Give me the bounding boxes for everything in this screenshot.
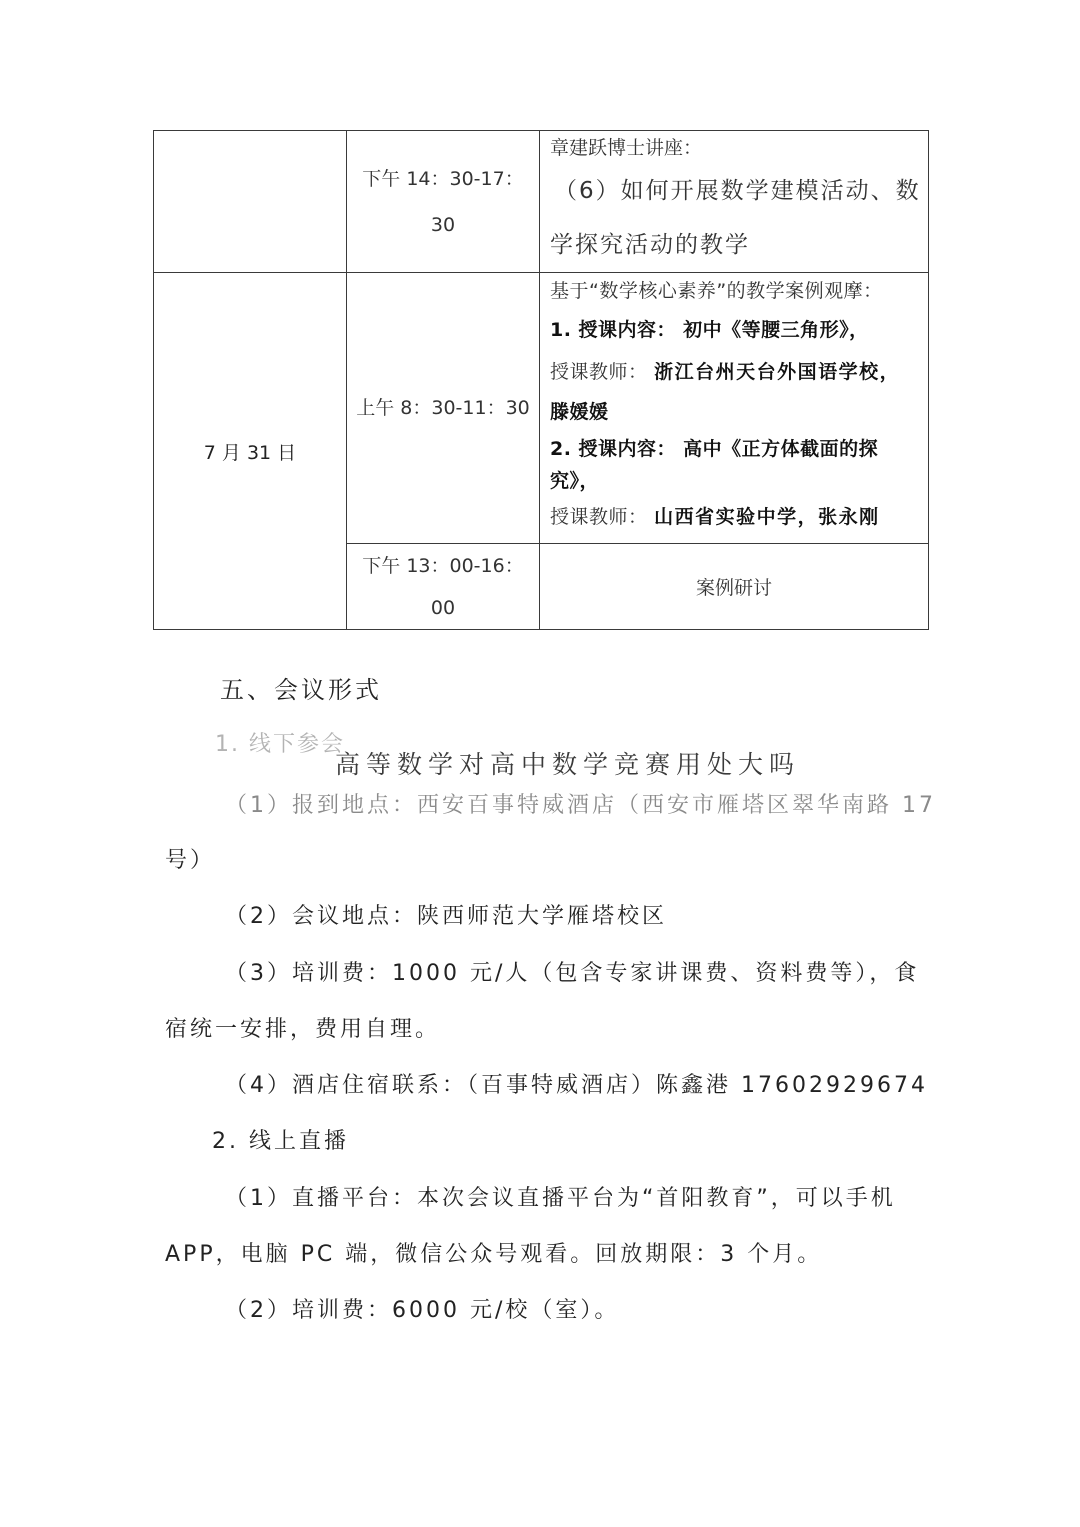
paragraph: （2）会议地点：陕西师范大学雁塔校区 [225, 904, 667, 929]
paragraph: （1）报到地点：西安百事特威酒店（西安市雁塔区翠华南路 17 [225, 793, 936, 818]
subsection-offline: 1. 线下参会 [215, 732, 345, 757]
content-text: 章建跃博士讲座： [550, 137, 703, 159]
paragraph: （4）酒店住宿联系：（百事特威酒店）陈鑫港 17602929674 [225, 1073, 928, 1098]
time-cell [347, 544, 540, 630]
teacher-label: 授课教师： [550, 506, 648, 528]
paragraph: APP，电脑 PC 端，微信公众号观看。回放期限：3 个月。 [165, 1242, 823, 1267]
time-text: 30 [430, 213, 456, 236]
content-text: 学探究活动的教学 [550, 232, 750, 258]
lesson-2-teacher [550, 495, 928, 539]
paragraph: 宿统一安排，费用自理。 [165, 1017, 441, 1042]
time-cell: 上午 8：30-11：30 [347, 273, 540, 544]
date-cell: 7 月 31 日 [154, 273, 347, 630]
schedule-table [153, 130, 929, 630]
lesson-2-content: 2. 授课内容： 高中《正方体截面的探 [550, 438, 879, 460]
time-cell [347, 131, 540, 273]
content-intro: 基于“数学核心素养”的教学案例观摩： [550, 280, 883, 302]
lesson-2-content-cont: 究》， [550, 470, 600, 492]
content-cell [540, 131, 929, 273]
content-cell [540, 544, 929, 630]
paragraph: （3）培训费：1000 元/人（包含专家讲课费、资料费等），食 [225, 961, 920, 986]
paragraph: （1）直播平台：本次会议直播平台为“首阳教育”，可以手机 [225, 1186, 896, 1211]
teacher-school: 浙江台州天台外国语学校， [654, 361, 901, 383]
paragraph: （2）培训费：6000 元/校（室）。 [225, 1298, 620, 1323]
content-text: 案例研讨 [695, 577, 772, 599]
table-row [154, 131, 929, 273]
overlay-title: 高等数学对高中数学竞赛用处大吗 [335, 750, 801, 779]
time-text: 00 [430, 596, 456, 619]
teacher-school: 山西省实验中学，张永刚 [654, 506, 880, 528]
lesson-1-teacher [550, 351, 928, 393]
subsection-online: 2. 线上直播 [212, 1129, 349, 1154]
lesson-1-content: 1. 授课内容： 初中《等腰三角形》， [550, 319, 869, 341]
teacher-label: 授课教师： [550, 361, 648, 383]
table-row [154, 273, 929, 544]
time-text: 下午 13：00-16： [362, 554, 524, 577]
date-cell-empty [154, 131, 347, 273]
section-title: 五、会议形式 [220, 676, 382, 704]
content-text: （6）如何开展数学建模活动、数 [554, 178, 921, 204]
paragraph: 号） [165, 848, 216, 873]
content-cell [540, 273, 929, 544]
teacher-name: 滕媛媛 [550, 401, 609, 423]
time-text: 下午 14：30-17： [362, 167, 524, 190]
